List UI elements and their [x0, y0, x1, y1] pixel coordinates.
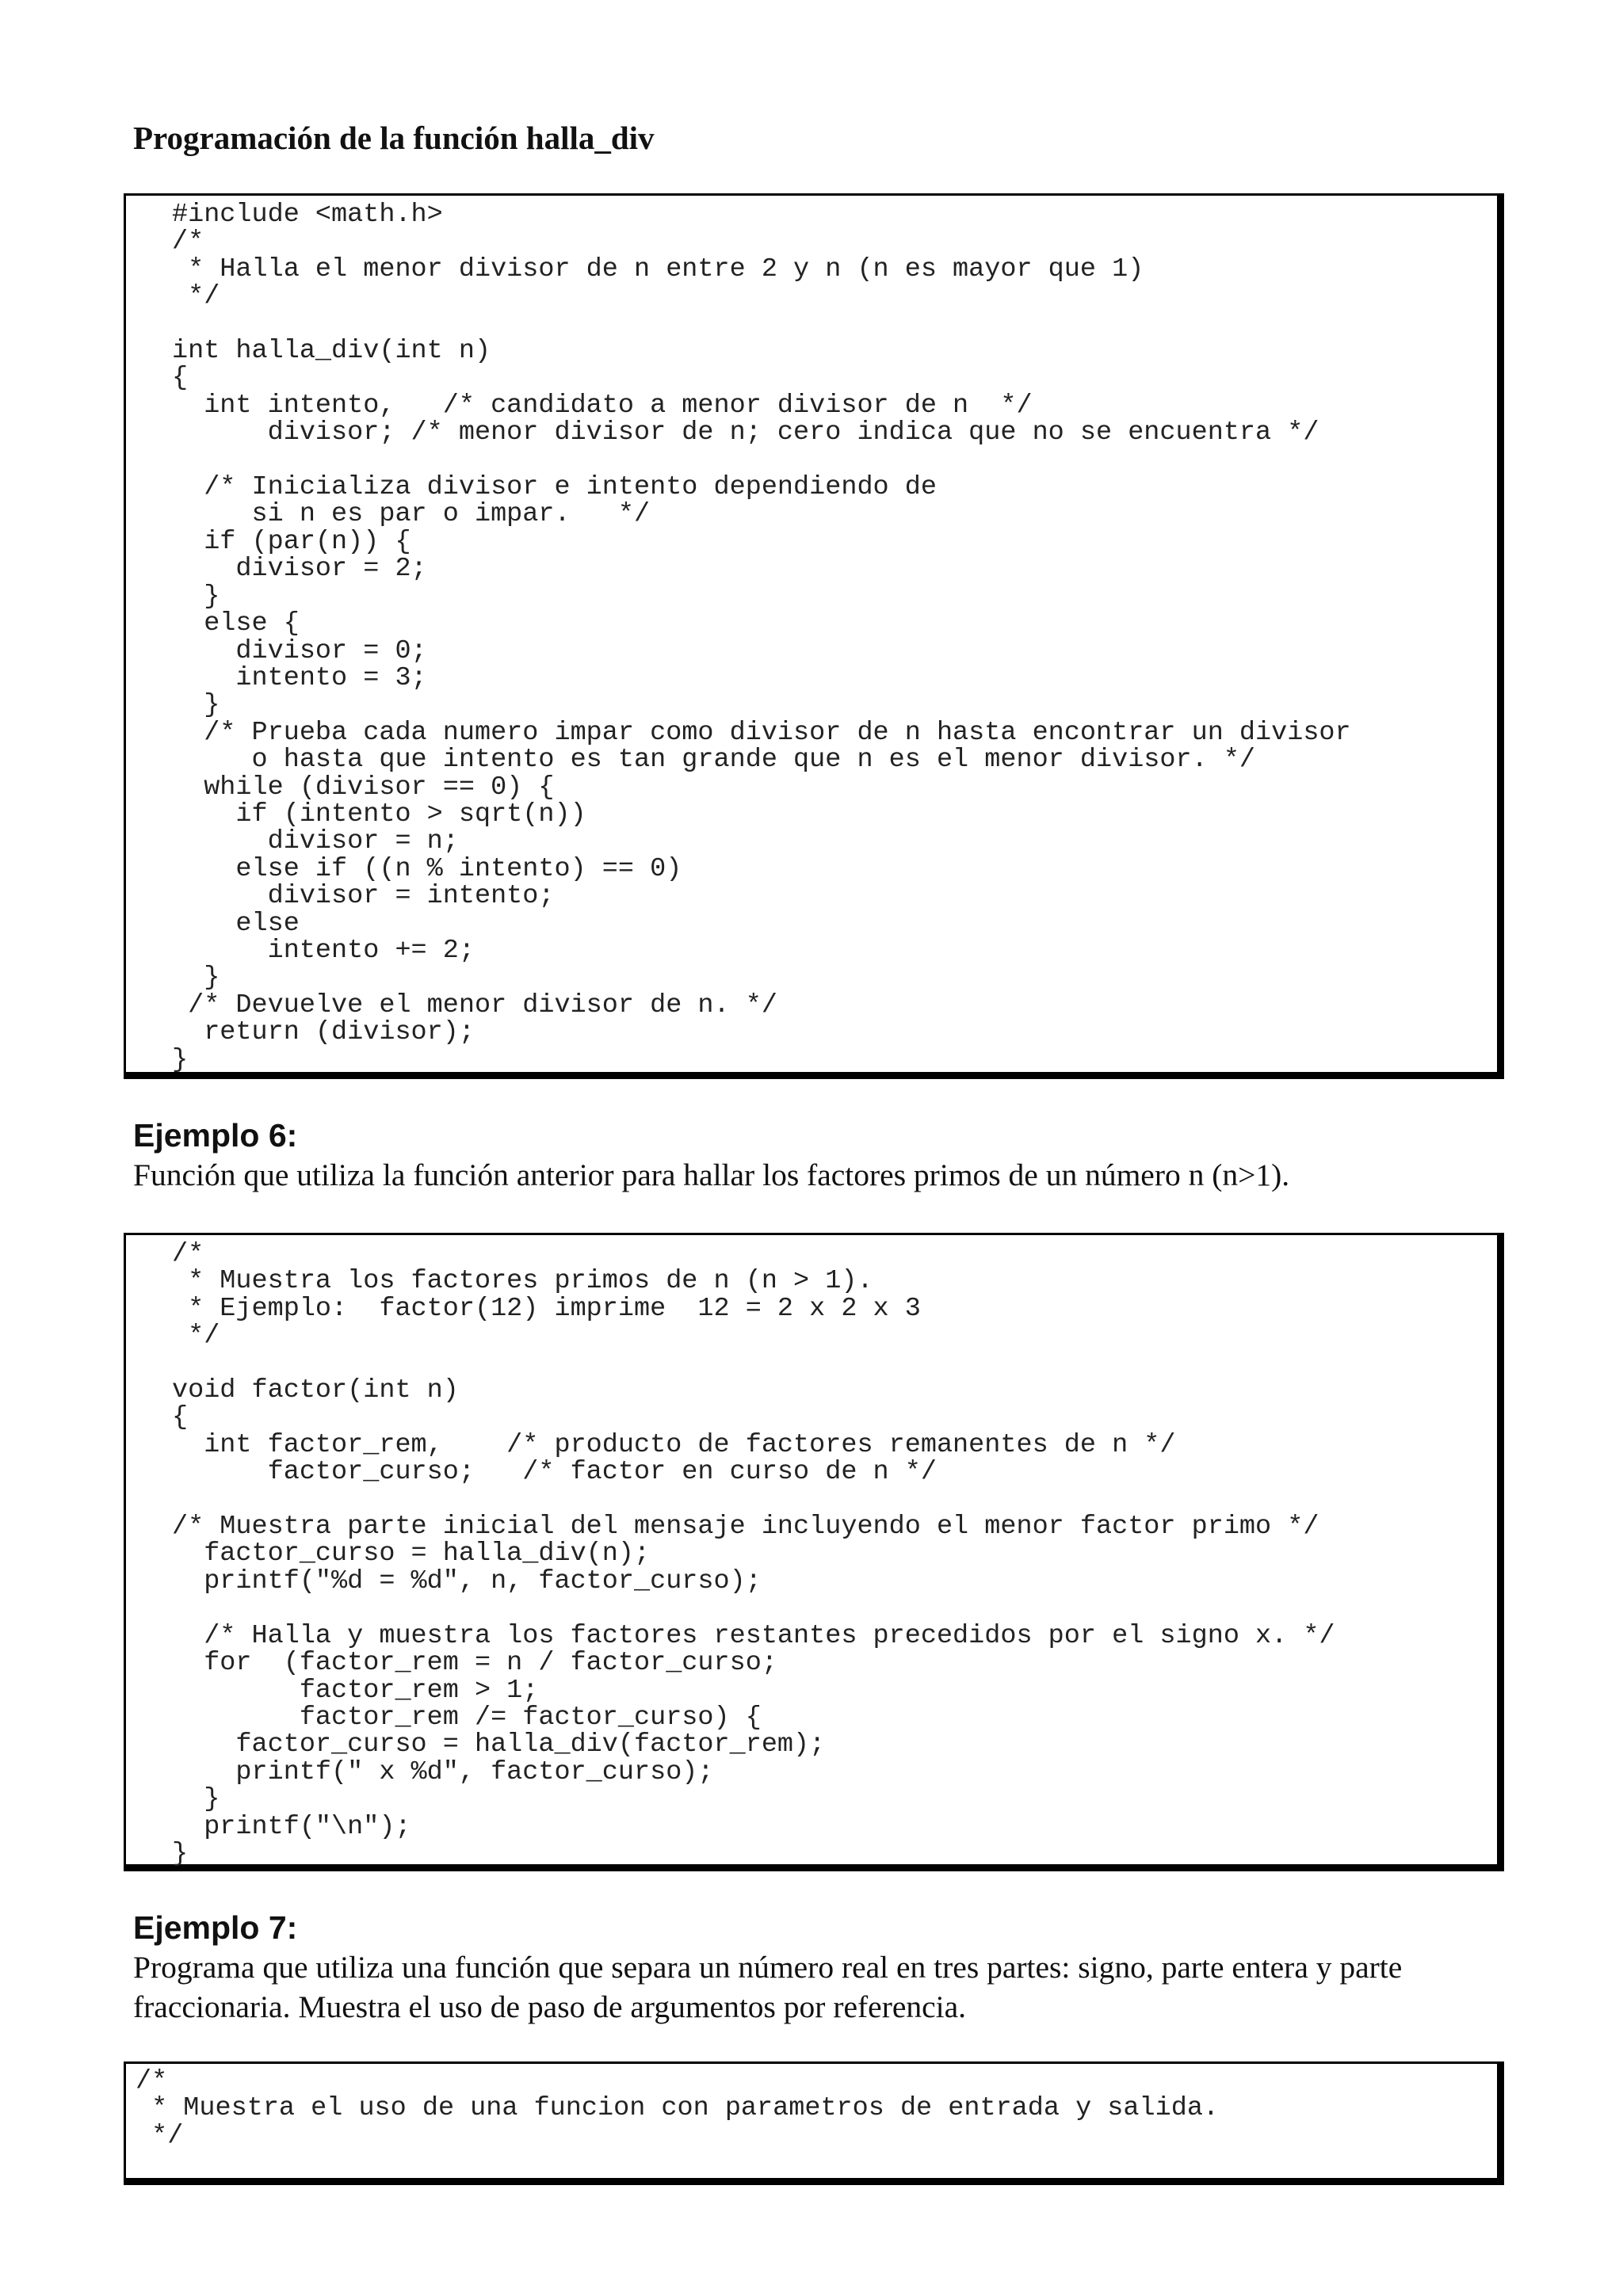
example-7-heading: Ejemplo 7:	[133, 1909, 298, 1946]
code-listing-factor: /* * Muestra los factores primos de n (n > 1). * Ejemplo: factor(12) imprime 12 = 2 x 2 x 3 */ void factor(int n) { int factor_rem, /* producto de factores remanentes de n */ factor_curso; /* factor en curso de n */ /* Muestra parte inicial del mensaje incluyendo el menor factor primo */ factor_curso = halla_div(n); printf("%d = %d", n, factor_curso); /* Halla y muestra los factores restantes precedidos por el signo x. */ for (factor_rem = n / factor_curso; factor_rem > 1; factor_rem /= factor_curso) { factor_curso = halla_div(factor_rem); printf(" x %d", factor_curso); } printf("\n"); }	[172, 1239, 1335, 1869]
code-listing-example-7: /* * Muestra el uso de una funcion con parametros de entrada y salida. */	[136, 2066, 1220, 2151]
code-listing-halla-div: #include <math.h> /* * Halla el menor divisor de n entre 2 y n (n es mayor que 1) */ int halla_div(int n) { int intento, /* candidato a menor divisor de n */ divisor; /* menor divisor de n; cero indica que no se encuentra */ /* Inicializa divisor e intento dependiendo de si n es par o impar. */ if (par(n)) { divisor = 2; } else { divisor = 0; intento = 3; } /* Prueba cada numero impar como divisor de n hasta encontrar un divisor o hasta que intento es tan grande que n es el menor divisor. */ while (divisor == 0) { if (intento > sqrt(n)) divisor = n; else if ((n % intento) == 0) divisor = intento; else intento += 2; } /* Devuelve el menor divisor de n. */ return (divisor); }	[172, 200, 1351, 1075]
example-6-description: Función que utiliza la función anterior para hallar los factores primos de un número n (n>1).	[133, 1158, 1290, 1192]
code-block-example-7	[124, 2061, 1504, 2185]
example-6-heading: Ejemplo 6:	[133, 1117, 298, 1154]
code-block-halla-div	[124, 193, 1504, 1079]
section-title: Programación de la función halla_div	[133, 120, 655, 156]
code-block-factor	[124, 1233, 1504, 1871]
example-7-description: Programa que utiliza una función que separa un número real en tres partes: signo, parte entera y parte fraccionaria. Muestra el uso de paso de argumentos por referencia.	[133, 1950, 1403, 2024]
